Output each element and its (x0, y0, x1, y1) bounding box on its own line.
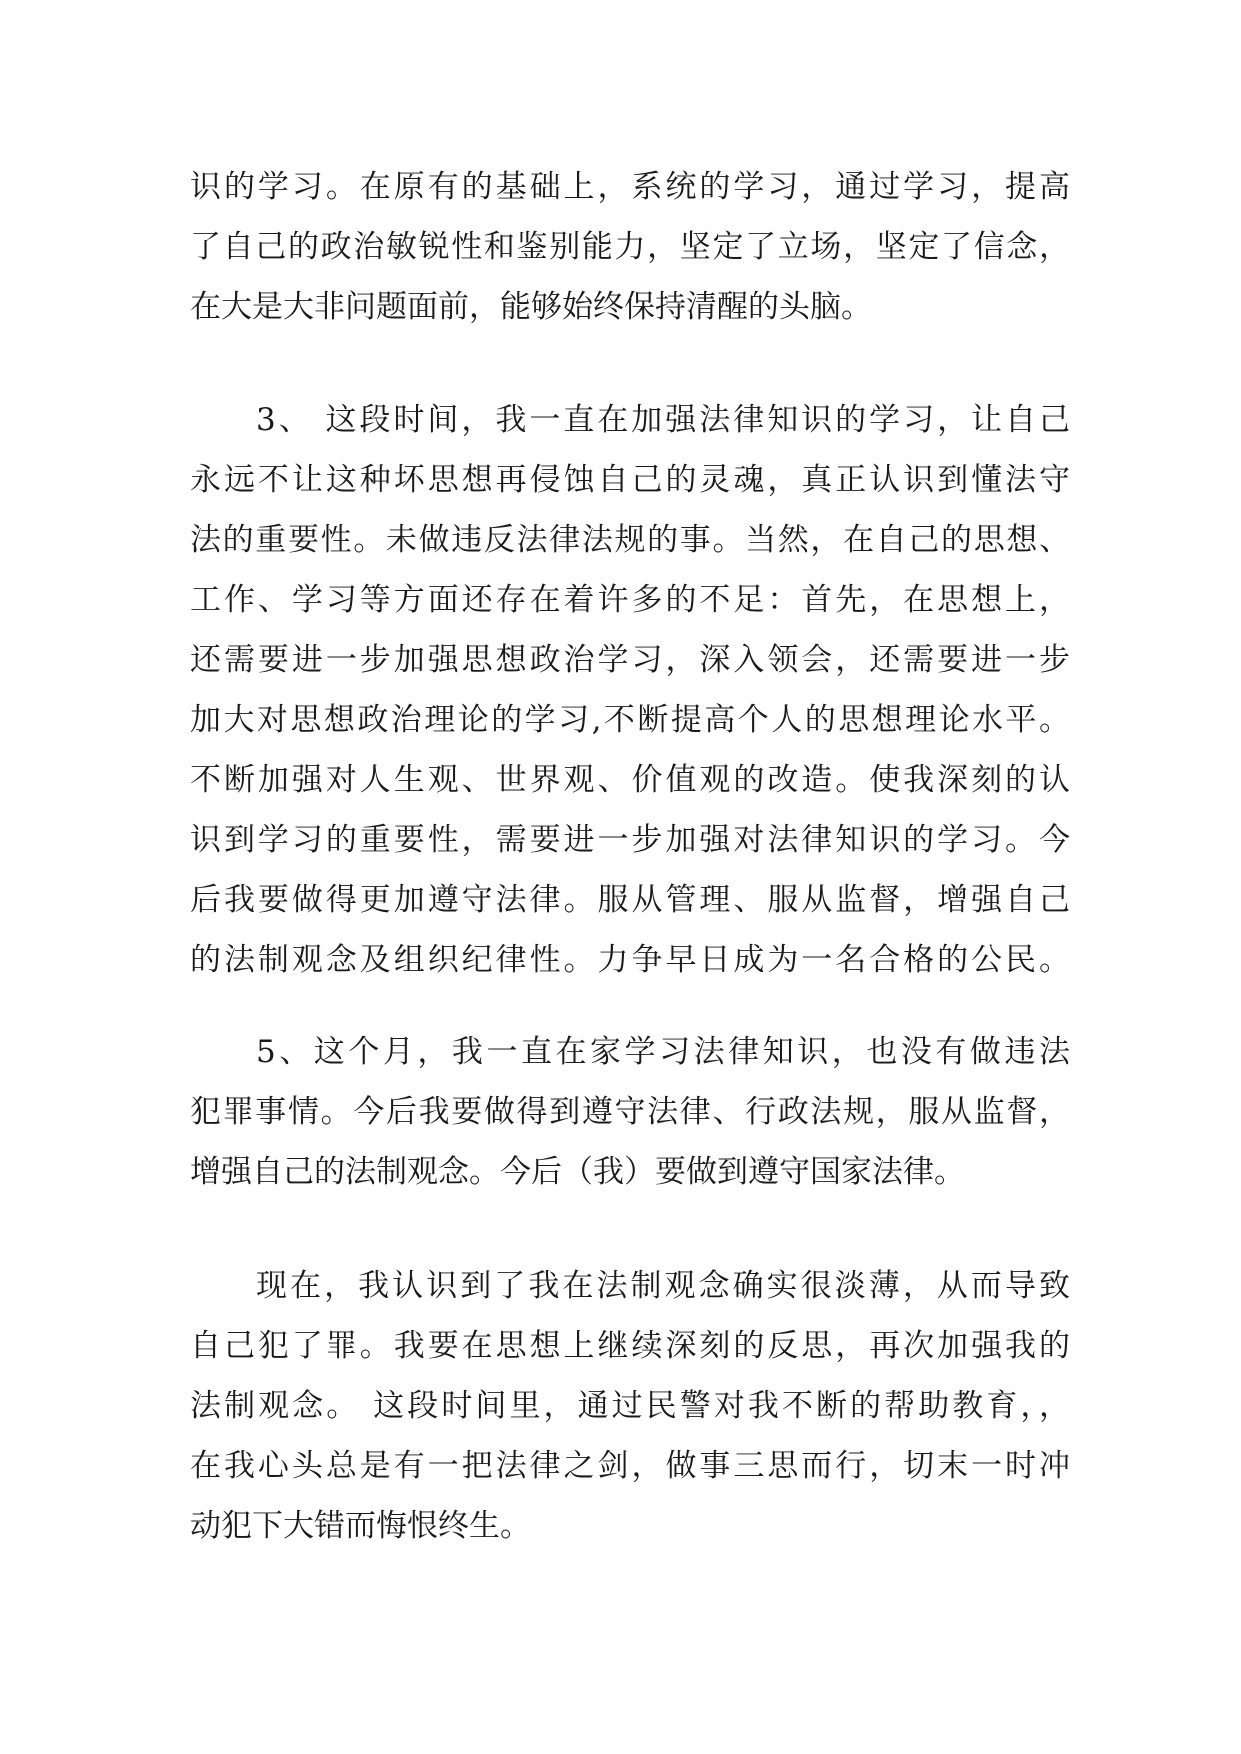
paragraph-line: 后我要做得更加遵守法律。服从管理、服从监督，增强自己 (190, 882, 1070, 918)
paragraph-line: 在大是大非问题面前，能够始终保持清醒的头脑。 (190, 289, 872, 325)
paragraph-line: 犯罪事情。今后我要做得到遵守法律、行政法规，服从监督， (190, 1094, 1070, 1130)
paragraph-2 (190, 390, 1070, 990)
paragraph-line: 识到学习的重要性，需要进一步加强对法律知识的学习。今 (190, 822, 1070, 858)
paragraph-1 (190, 157, 1070, 337)
paragraph-line: 的法制观念及组织纪律性。力争早日成为一名合格的公民。 (190, 942, 1070, 978)
paragraph-line: 识的学习。在原有的基础上，系统的学习，通过学习，提高 (190, 169, 1070, 205)
paragraph-line: 在我心头总是有一把法律之剑，做事三思而行，切末一时冲 (190, 1448, 1070, 1484)
paragraph-line: 了自己的政治敏锐性和鉴别能力，坚定了立场，坚定了信念， (190, 229, 1070, 265)
paragraph-line: 自己犯了罪。我要在思想上继续深刻的反思，再次加强我的 (190, 1328, 1070, 1364)
paragraph-line: 工作、学习等方面还存在着许多的不足：首先，在思想上， (190, 582, 1070, 618)
paragraph-line: 法制观念。 这段时间里，通过民警对我不断的帮助教育，， (190, 1388, 1070, 1424)
paragraph-3 (190, 1022, 1070, 1202)
paragraph-line: 永远不让这种坏思想再侵蚀自己的灵魂，真正认识到懂法守 (190, 462, 1070, 498)
paragraph-line: 法的重要性。未做违反法律法规的事。当然，在自己的思想、 (190, 522, 1070, 558)
paragraph-4 (190, 1256, 1070, 1556)
paragraph-line: 动犯下大错而悔恨终生。 (190, 1508, 531, 1544)
paragraph-line: 加大对思想政治理论的学习,不断提高个人的思想理论水平。 (190, 702, 1070, 738)
paragraph-line: 3、 这段时间，我一直在加强法律知识的学习，让自己 (256, 402, 1070, 438)
paragraph-line: 增强自己的法制观念。今后（我）要做到遵守国家法律。 (190, 1154, 965, 1190)
paragraph-line: 还需要进一步加强思想政治学习，深入领会，还需要进一步 (190, 642, 1070, 678)
paragraph-line: 现在，我认识到了我在法制观念确实很淡薄，从而导致 (256, 1268, 1070, 1304)
paragraph-line: 不断加强对人生观、世界观、价值观的改造。使我深刻的认 (190, 762, 1070, 798)
paragraph-line: 5、这个月，我一直在家学习法律知识，也没有做违法 (256, 1034, 1070, 1070)
